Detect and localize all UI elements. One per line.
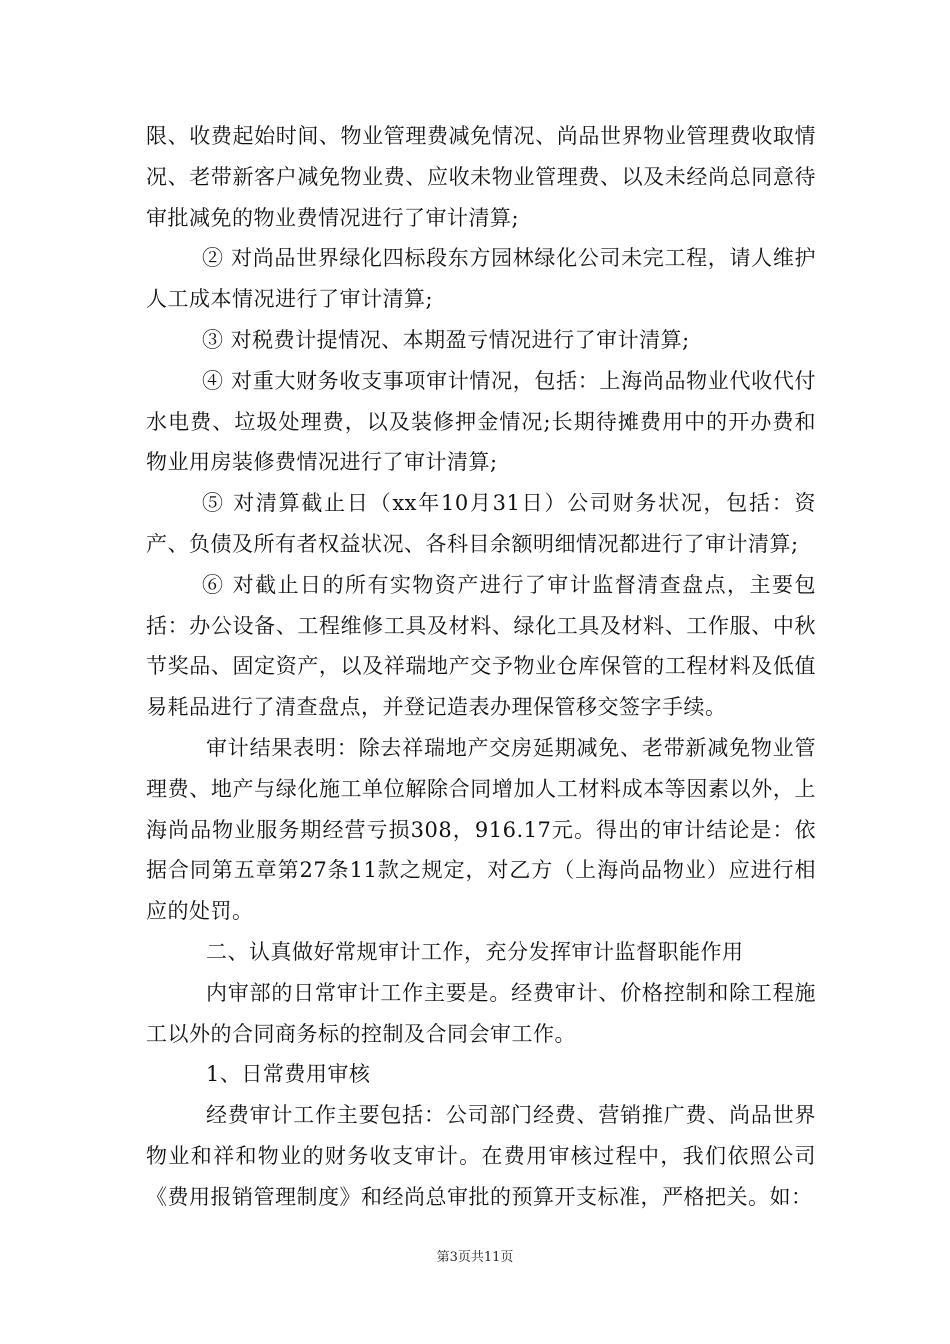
paragraph-routine-audit: 内审部的日常审计工作主要是。经费审计、价格控制和除工程施工以外的合同商务标的控制及合同会审工作。 <box>146 980 816 1046</box>
paragraph-item-4: ④ 对重大财务收支事项审计情况，包括：上海尚品物业代收代付水电费、垃圾处理费，以及装修押金情况;长期待摊费用中的开办费和物业用房装修费情况进行了审计清算; <box>146 368 816 475</box>
subsection-heading: 1、日常费用审核 <box>206 1062 371 1087</box>
paragraph-item-5: ⑤ 对清算截止日（xx年10月31日）公司财务状况，包括：资产、负债及所有者权益状况、各科目余额明细情况都进行了审计清算; <box>146 491 816 556</box>
paragraph-continuation: 限、收费起始时间、物业管理费减免情况、尚品世界物业管理费收取情况、老带新客户减免物业费、应收未物业管理费、以及未经尚总同意待审批减免的物业费情况进行了审计清算; <box>146 124 816 230</box>
paragraph-expense-audit: 经费审计工作主要包括：公司部门经费、营销推广费、尚品世界物业和祥和物业的财务收支审计。在费用审核过程中，我们依照公司《费用报销管理制度》和经尚总审批的预算开支标准，严格把关。如： <box>146 1103 816 1209</box>
paragraph-audit-result: 审计结果表明：除去祥瑞地产交房延期减免、老带新减免物业管理费、地产与绿化施工单位解除合同增加人工材料成本等因素以外，上海尚品物业服务期经营亏损308，916.17元。得出的审计结论是：依据合同第五章第27条11款之规定，对乙方（上海尚品物业）应进行相应的处罚。 <box>146 735 816 924</box>
paragraph-item-3: ③ 对税费计提情况、本期盈亏情况进行了审计清算; <box>202 327 690 352</box>
section-heading: 二、认真做好常规审计工作，充分发挥审计监督职能作用 <box>206 939 744 964</box>
paragraph-item-6: ⑥ 对截止日的所有实物资产进行了审计监督清查盘点，主要包括：办公设备、工程维修工具及材料、绿化工具及材料、工作服、中秋节奖品、固定资产，以及祥瑞地产交予物业仓库保管的工程材料及低值易耗品进行了清查盘点，并登记造表办理保管移交签字手续。 <box>146 572 816 720</box>
paragraph-item-2: ② 对尚品世界绿化四标段东方园林绿化公司未完工程，请人维护人工成本情况进行了审计清算; <box>146 246 816 312</box>
page-footer: 第3页共11页 <box>436 1250 514 1265</box>
document-body <box>146 116 816 1218</box>
